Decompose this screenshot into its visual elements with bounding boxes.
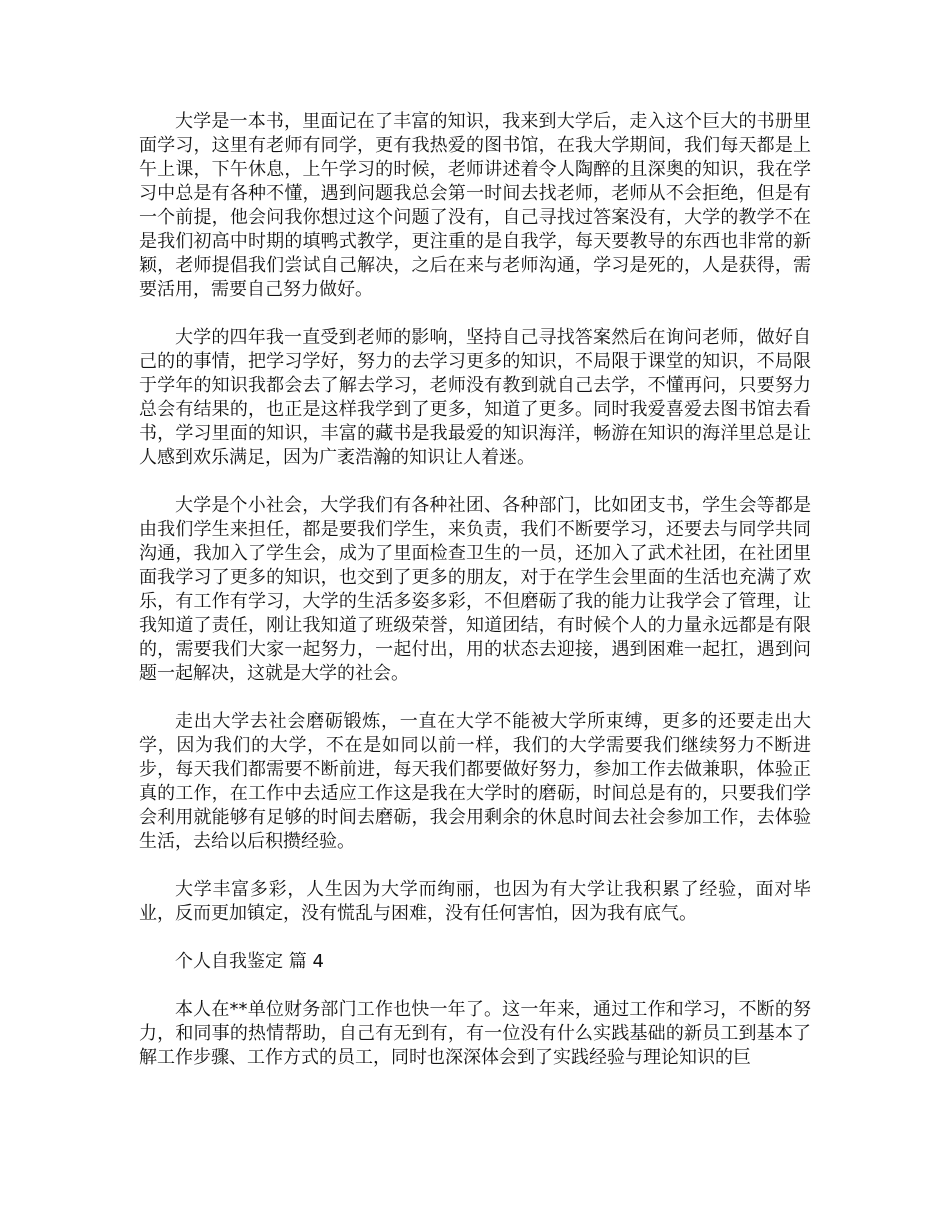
paragraph-small-society: 大学是个小社会，大学我们有各种社团、各种部门，比如团支书，学生会等都是由我们学生来担任，都是要我们学生，来负责，我们不断要学习，还要去与同学共同沟通，我加入了学生会，成为了里面检查卫生的一员，还加入了武术社团，在社团里面我学习了更多的知识，也交到了更多的朋友，对于在学生会里面的生活也充满了欢乐，有工作有学习，大学的生活多姿多彩，不但磨砺了我的能力让我学会了管理，让我知道了责任，刚让我知道了班级荣誉，知道团结，有时候个人的力量永远都是有限的，需要我们大家一起努力，一起付出，用的状态去迎接，遇到困难一起扛，遇到问题一起解决，这就是大学的社会。 (139, 495, 811, 684)
paragraph-colorful-university: 大学丰富多彩，人生因为大学而绚丽，也因为有大学让我积累了经验，面对毕业，反而更加镇定，没有慌乱与困难，没有任何害怕，因为我有底气。 (139, 879, 811, 924)
paragraph-go-out-society: 走出大学去社会磨砺锻炼，一直在大学不能被大学所束缚，更多的还要走出大学，因为我们的大学，不在是如同以前一样，我们的大学需要我们继续努力不断进步，每天我们都需要不断前进，每天我们都要做好努力，参加工作去做兼职，体验正真的工作，在工作中去适应工作这是我在大学时的磨砺，时间总是有的，只要我们学会利用就能够有足够的时间去磨砺，我会用剩余的休息时间去社会参加工作，去体验生活，去给以后积攒经验。 (139, 711, 811, 852)
section-heading: 个人自我鉴定 篇 4 (175, 951, 324, 972)
paragraph-finance-department: 本人在**单位财务部门工作也快一年了。这一年来，通过工作和学习，不断的努力，和同事的热情帮助，自己有无到有，有一位没有什么实践基础的新员工到基本了解工作步骤、工作方式的员工，同时也深深体会到了实践经验与理论知识的巨 (139, 999, 811, 1068)
paragraph-university-book: 大学是一本书，里面记在了丰富的知识，我来到大学后，走入这个巨大的书册里面学习，这里有老师有同学，更有我热爱的图书馆，在我大学期间，我们每天都是上午上课，下午休息，上午学习的时候，老师讲述着令人陶醉的且深奥的知识，我在学习中总是有各种不懂，遇到问题我总会第一时间去找老师，老师从不会拒绝，但是有一个前提，他会问我你想过这个问题了没有，自己寻找过答案没有，大学的教学不在是我们初高中时期的填鸭式教学，更注重的是自我学，每天要教导的东西也非常的新颖，老师提倡我们尝试自己解决，之后在来与老师沟通，学习是死的，人是获得，需要活用，需要自己努力做好。 (139, 111, 811, 300)
document-page (139, 110, 811, 1094)
paragraph-four-years: 大学的四年我一直受到老师的影响，坚持自己寻找答案然后在询问老师，做好自己的的事情，把学习学好，努力的去学习更多的知识，不局限于课堂的知识，不局限于学年的知识我都会去了解去学习，老师没有教到就自己去学，不懂再问，只要努力总会有结果的，也正是这样我学到了更多，知道了更多。同时我爱喜爱去图书馆去看书，学习里面的知识，丰富的藏书是我最爱的知识海洋，畅游在知识的海洋里总是让人感到欢乐满足，因为广袤浩瀚的知识让人着迷。 (139, 327, 811, 468)
